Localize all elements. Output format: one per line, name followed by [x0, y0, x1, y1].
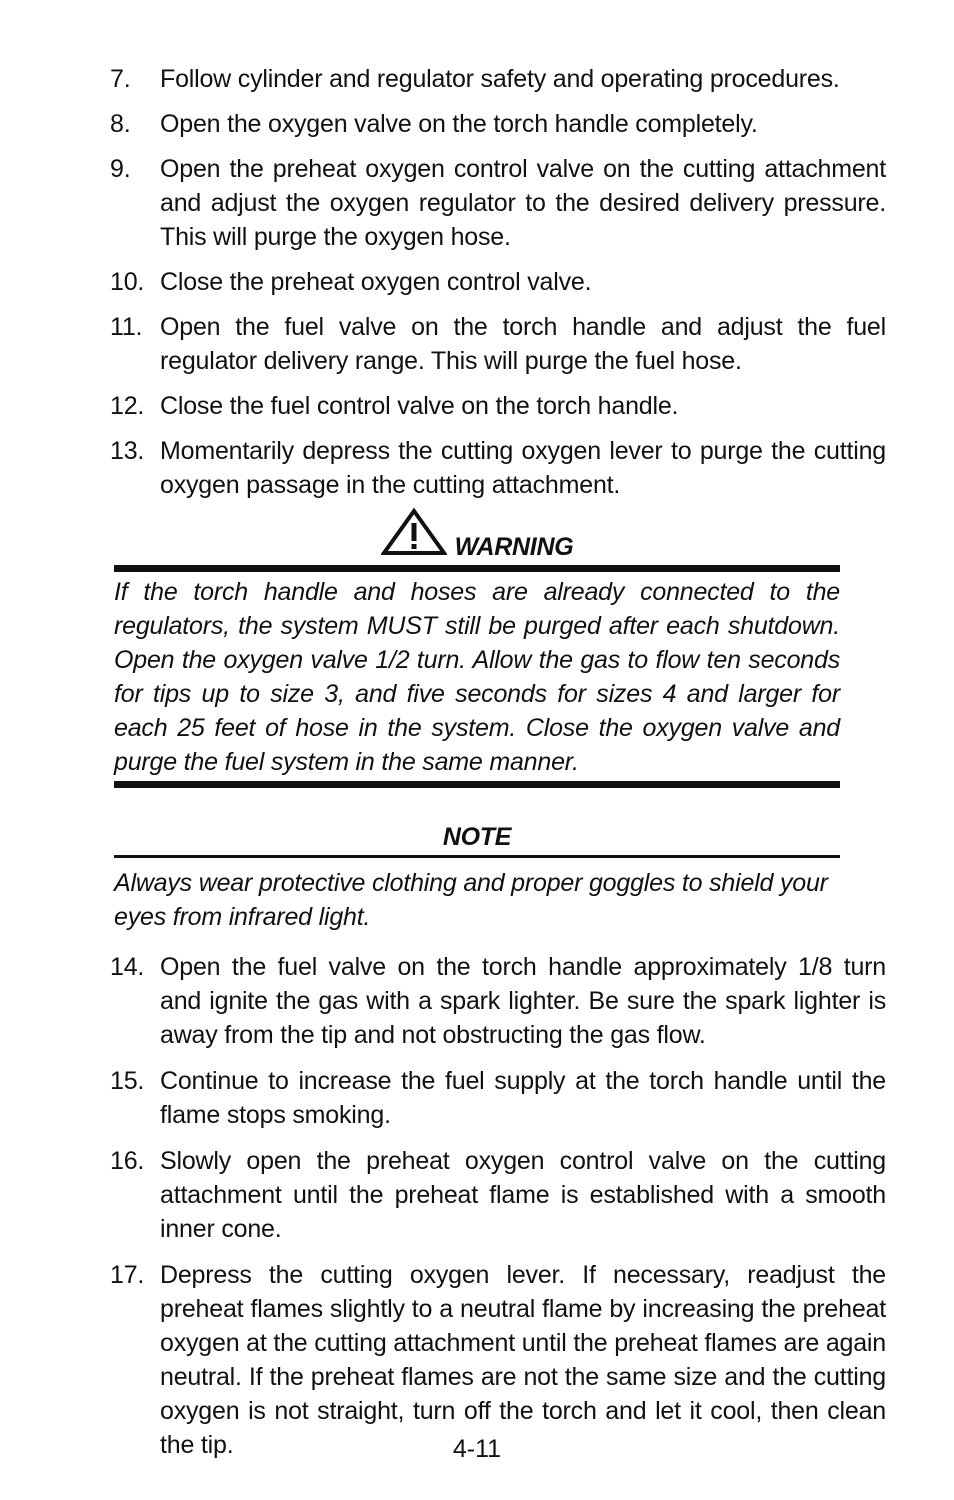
step-number: 9.: [110, 155, 131, 183]
step-text: Open the fuel valve on the torch handle approximately 1/8 turn and ignite the gas with a spark lighter. Be sure the spark lighter is away from the tip and not obstructing the gas flow.: [160, 953, 886, 1049]
step-text: Open the preheat oxygen control valve on the cutting attachment and adjust the oxygen regulator to the desired delivery pressure. This will purge the oxygen hose.: [160, 155, 886, 251]
step-text: Close the preheat oxygen control valve.: [160, 268, 592, 296]
step-text: Continue to increase the fuel supply at the torch handle until the flame stops smoking.: [160, 1067, 886, 1129]
step-10: [110, 265, 886, 299]
step-text: Open the oxygen valve on the torch handle completely.: [160, 110, 758, 138]
note-title: NOTE: [442, 823, 512, 851]
note-body: Always wear protective clothing and proper goggles to shield your eyes from infrared light.: [114, 869, 828, 931]
warning-header: [114, 506, 840, 562]
step-text: Depress the cutting oxygen lever. If necessary, readjust the preheat flames slightly to a neutral flame by increasing the preheat oxygen at the cutting attachment until the preheat flames are again neutral. If the preheat flames are not the same size and the cutting oxygen is not straight, turn off the torch and let it cool, then clean the tip.: [160, 1261, 886, 1459]
warning-top-rule: [114, 565, 840, 572]
step-text: Follow cylinder and regulator safety and operating procedures.: [160, 65, 840, 93]
step-number: 13.: [110, 437, 145, 465]
note-header: [114, 822, 840, 852]
step-14: [110, 950, 886, 1052]
warning-title: WARNING: [454, 533, 574, 561]
step-text: Open the fuel valve on the torch handle and adjust the fuel regulator delivery range. This will purge the fuel hose.: [160, 313, 886, 375]
step-8: [110, 107, 886, 141]
warning-triangle-icon: [381, 508, 447, 556]
step-9: [110, 152, 886, 254]
step-12: [110, 389, 886, 423]
procedure-steps-top: [110, 62, 886, 513]
page-number: 4-11: [452, 1435, 502, 1463]
warning-bottom-rule: [114, 781, 840, 788]
step-number: 17.: [110, 1261, 145, 1289]
procedure-steps-bottom: [110, 950, 886, 1474]
step-number: 7.: [110, 65, 131, 93]
step-number: 11.: [110, 313, 143, 341]
step-number: 10.: [110, 268, 145, 296]
step-7: [110, 62, 886, 96]
step-text: Close the fuel control valve on the torch handle.: [160, 392, 679, 420]
step-number: 14.: [110, 953, 145, 981]
step-text: Momentarily depress the cutting oxygen lever to purge the cutting oxygen passage in the cutting attachment.: [160, 437, 886, 499]
note-rule: [114, 855, 840, 858]
step-text: Slowly open the preheat oxygen control valve on the cutting attachment until the preheat flame is established with a smooth inner cone.: [160, 1147, 886, 1243]
step-number: 12.: [110, 392, 145, 420]
step-11: [110, 310, 886, 378]
step-number: 16.: [110, 1147, 145, 1175]
warning-body: If the torch handle and hoses are already connected to the regulators, the system MUST still be purged after each shutdown. Open the oxygen valve 1/2 turn. Allow the gas to flow ten seconds for tips up to size 3, and five seconds for sizes 4 and larger for each 25 feet of hose in the system. Close the oxygen valve and purge the fuel system in the same manner.: [114, 578, 840, 776]
step-number: 15.: [110, 1067, 145, 1095]
step-15: [110, 1064, 886, 1132]
step-number: 8.: [110, 110, 131, 138]
step-16: [110, 1144, 886, 1246]
step-13: [110, 434, 886, 502]
